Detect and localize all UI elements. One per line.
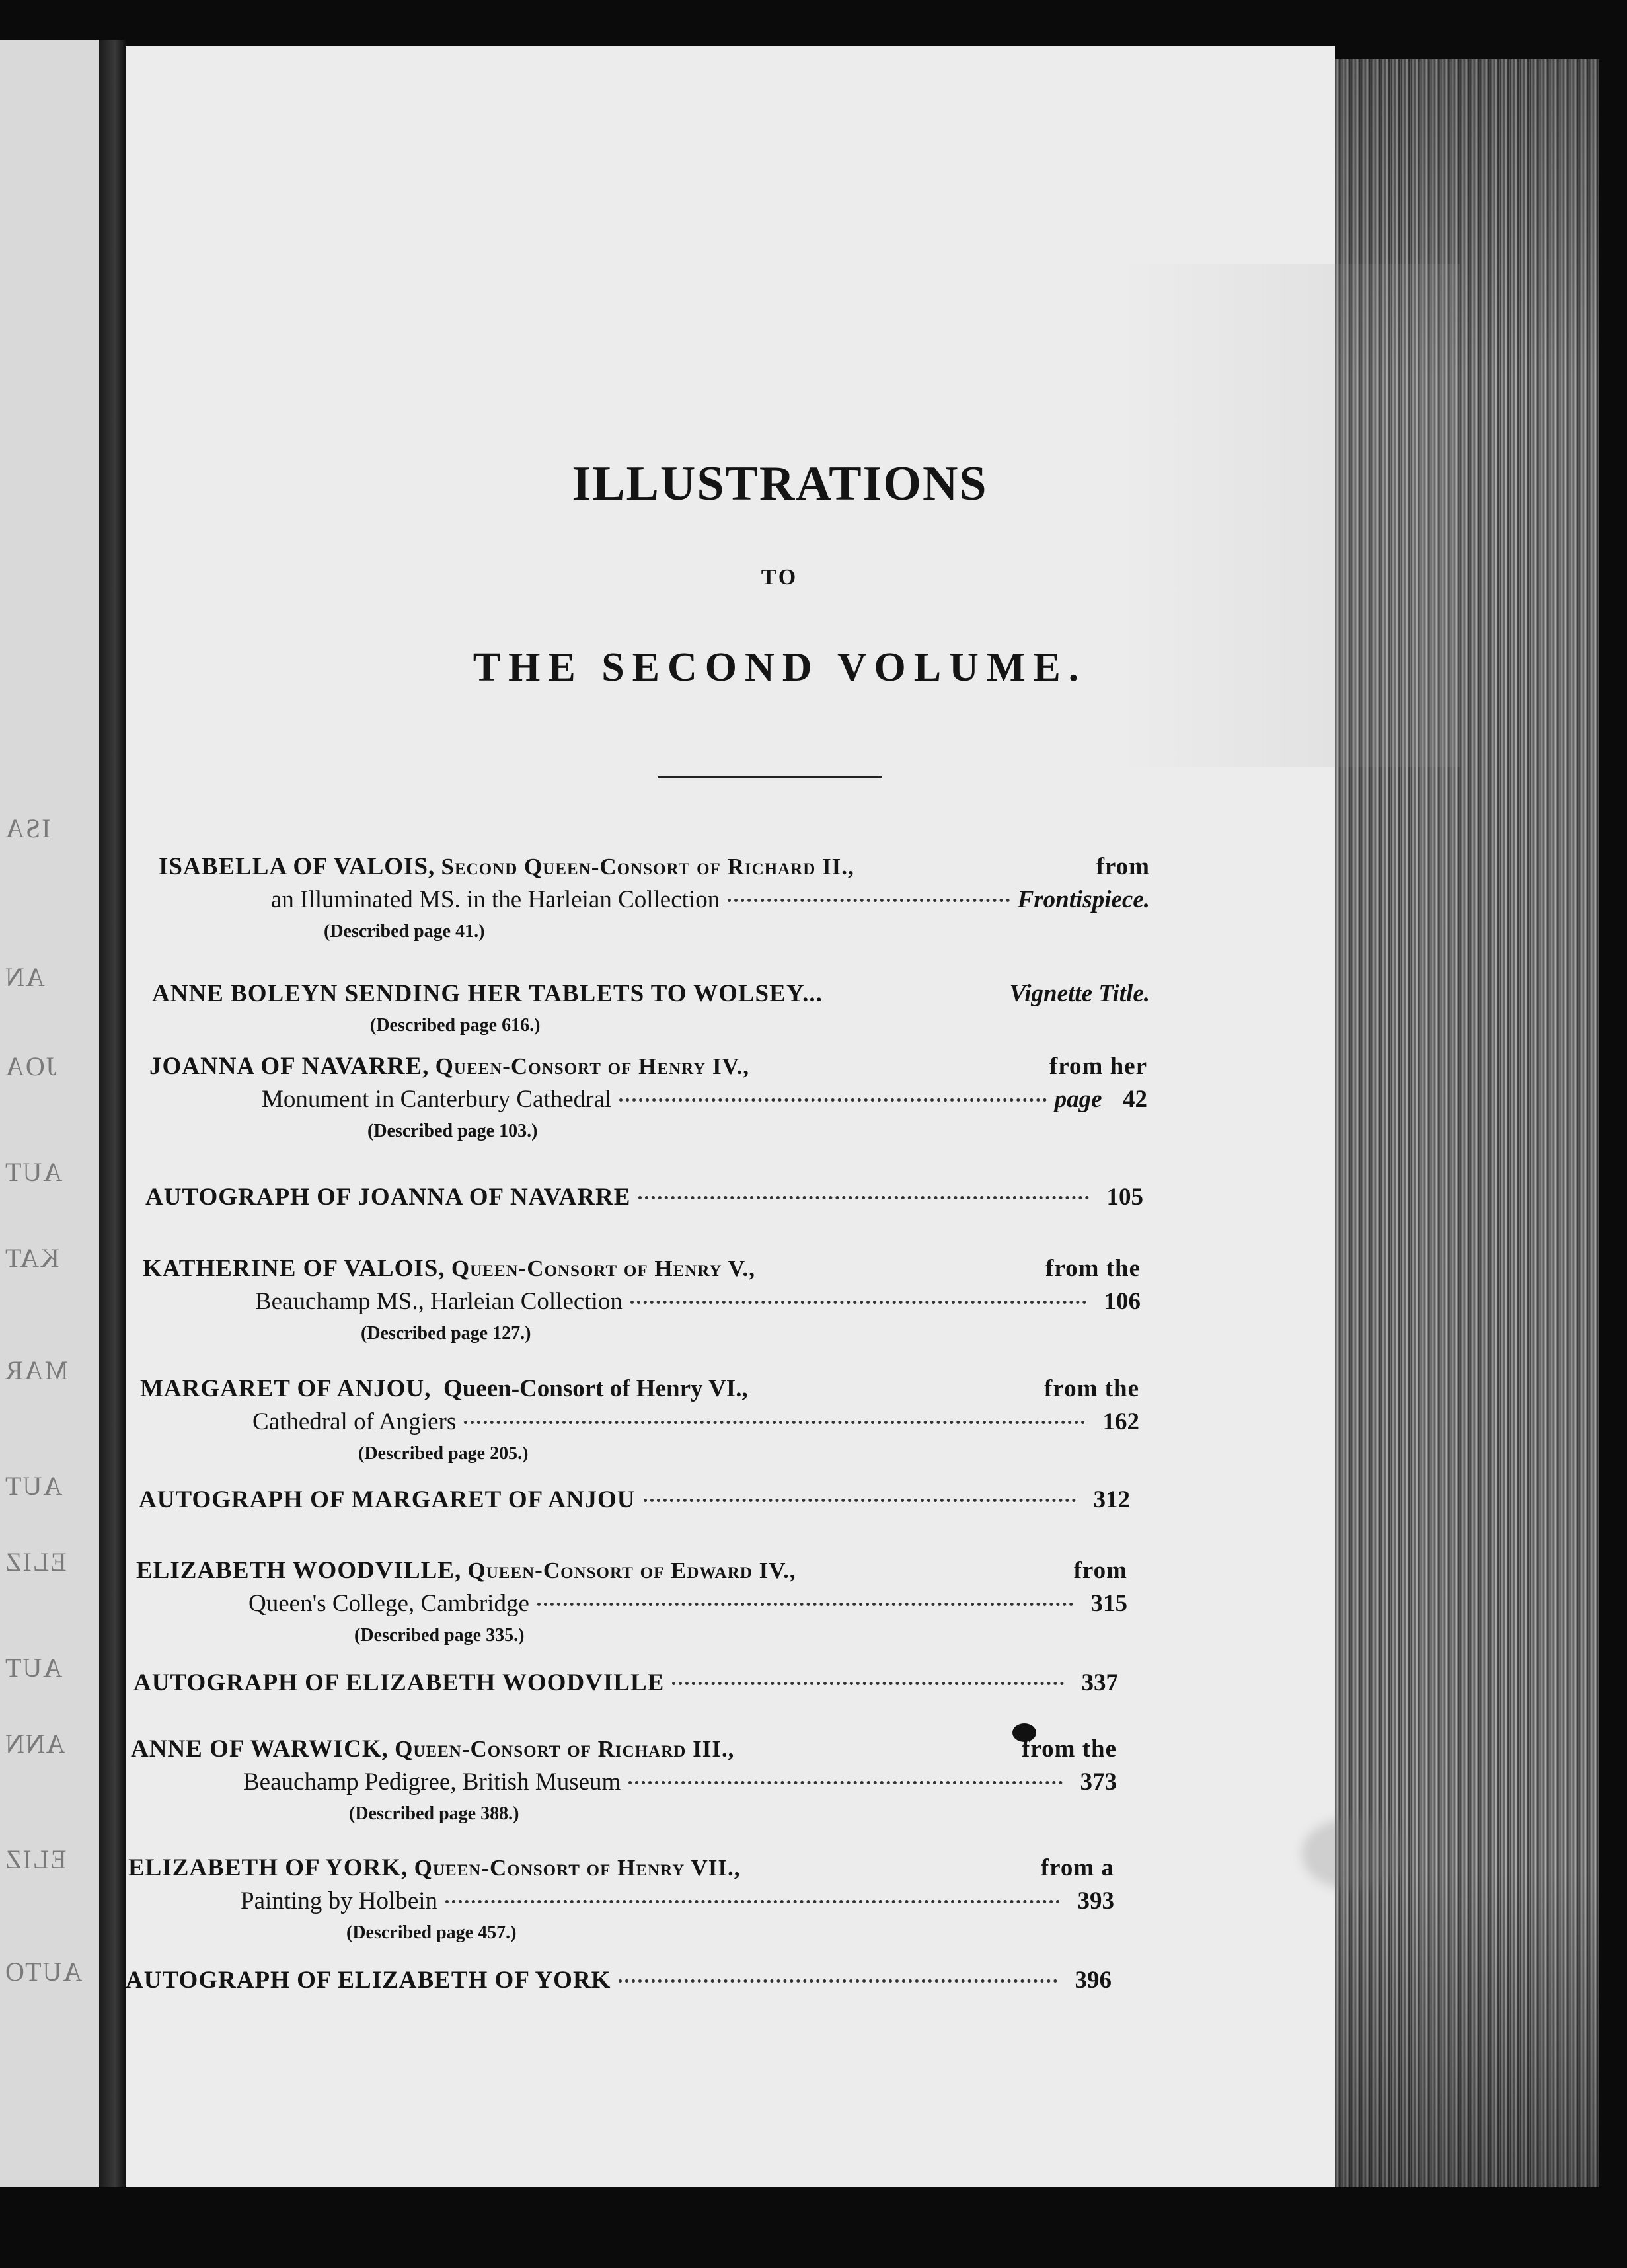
dot-leader: [728, 899, 1009, 902]
list-item: [149, 1052, 1147, 1145]
book-gutter: [99, 40, 126, 2187]
facing-page-fragment: ELIZ: [4, 1844, 67, 1874]
facing-page-fragment: ELIZ: [4, 1547, 67, 1577]
entry-name: AUTOGRAPH OF MARGARET OF ANJOU: [139, 1486, 636, 1513]
show-through: [1117, 264, 1460, 767]
facing-page-fragment: MAR: [4, 1355, 69, 1385]
entry-source: Queen's College, Cambridge: [248, 1590, 529, 1617]
list-item: [133, 1669, 1118, 1702]
entry-name: ELIZABETH OF YORK,: [128, 1854, 408, 1881]
entry-source: an Illuminated MS. in the Harleian Collection: [271, 886, 720, 913]
entry-name: ISABELLA OF VALOIS,: [159, 853, 435, 880]
entry-tail: from: [1096, 853, 1150, 880]
entry-page: 396: [1075, 1967, 1112, 1994]
page-title: ILLUSTRATIONS: [572, 457, 988, 511]
list-item: [136, 1556, 1127, 1649]
entry-description: Queen-Consort of Henry VII.,: [414, 1855, 741, 1881]
dot-leader: [619, 1098, 1046, 1102]
dot-leader: [628, 1781, 1063, 1784]
entry-note: (Described page 103.): [367, 1121, 538, 1141]
entry-source: Cathedral of Angiers: [252, 1408, 457, 1435]
entry-name: ELIZABETH WOODVILLE,: [136, 1557, 462, 1584]
facing-page-fragment: AUT: [4, 1653, 63, 1682]
entry-source: Beauchamp Pedigree, British Museum: [243, 1768, 621, 1796]
list-item: [126, 1966, 1112, 1999]
entry-note: (Described page 127.): [361, 1323, 531, 1343]
entry-page: 393: [1077, 1887, 1114, 1914]
title-rule: [658, 776, 882, 778]
facing-page-fragment: AUT: [4, 1471, 63, 1501]
entry-page: Frontispiece.: [1017, 886, 1150, 913]
entry-name: KATHERINE OF VALOIS,: [143, 1255, 445, 1282]
dot-leader: [638, 1196, 1089, 1199]
entry-description: Queen-Consort of Henry V.,: [451, 1256, 755, 1281]
facing-page-fragment: KAT: [4, 1243, 59, 1273]
list-item: [143, 1254, 1141, 1347]
facing-page: [0, 40, 99, 2187]
facing-page-fragment: ANN: [4, 1729, 65, 1758]
entry-description: Second Queen-Consort of Richard II.,: [441, 854, 854, 880]
page-subtitle: THE SECOND VOLUME.: [473, 645, 1087, 690]
entry-name: AUTOGRAPH OF ELIZABETH WOODVILLE: [133, 1669, 665, 1696]
list-item: [140, 1375, 1139, 1467]
entry-description: Queen-Consort of Richard III.,: [395, 1736, 735, 1762]
dot-leader: [644, 1499, 1076, 1502]
entry-note: (Described page 41.): [324, 921, 485, 942]
list-item: [139, 1486, 1130, 1519]
entry-page: 312: [1093, 1486, 1130, 1513]
entry-name: AUTOGRAPH OF ELIZABETH OF YORK: [126, 1967, 611, 1994]
list-item: [128, 1854, 1114, 1946]
entry-name: ANNE OF WARWICK,: [131, 1735, 389, 1762]
facing-page-fragment: AUT: [4, 1157, 63, 1187]
entry-page: 315: [1090, 1590, 1127, 1617]
entry-tail: from her: [1049, 1053, 1147, 1080]
entry-page: 162: [1102, 1408, 1139, 1435]
facing-page-fragment: JOA: [4, 1051, 57, 1081]
entry-tail: from the: [1022, 1735, 1117, 1762]
entry-page: 42: [1123, 1086, 1147, 1113]
facing-page-fragment: AUTO: [4, 1957, 83, 1986]
entry-note: (Described page 616.): [370, 1015, 541, 1036]
entry-note: (Described page 335.): [354, 1625, 525, 1645]
entry-source: Monument in Canterbury Cathedral: [262, 1086, 612, 1113]
entry-description: Queen-Consort of Henry IV.,: [435, 1053, 749, 1079]
entry-name: JOANNA OF NAVARRE,: [149, 1053, 430, 1080]
dot-leader: [464, 1421, 1085, 1424]
entry-name: AUTOGRAPH OF JOANNA OF NAVARRE: [145, 1184, 631, 1211]
entry-note: (Described page 457.): [346, 1922, 517, 1943]
dot-leader: [619, 1979, 1057, 1983]
entry-tail: from: [1073, 1557, 1127, 1584]
entry-page: 106: [1104, 1288, 1141, 1315]
entry-name: MARGARET OF ANJOU,: [140, 1375, 432, 1402]
entry-page: 337: [1081, 1669, 1118, 1696]
entry-tail: from the: [1044, 1375, 1139, 1402]
entry-page-prefix: page: [1054, 1086, 1102, 1113]
list-item: [159, 852, 1150, 945]
entry-note: (Described page 388.): [349, 1803, 519, 1824]
book-page: [126, 46, 1335, 2187]
entry-source: Painting by Holbein: [241, 1887, 438, 1914]
entry-source: Beauchamp MS., Harleian Collection: [255, 1288, 623, 1315]
paper-stain: [1302, 1817, 1408, 1890]
facing-page-fragment: ISA: [4, 813, 51, 843]
dot-leader: [672, 1682, 1064, 1685]
list-item: [152, 979, 1150, 1039]
entry-tail: from a: [1040, 1854, 1114, 1881]
facing-page-fragment: AN: [4, 962, 45, 992]
entry-tail: from the: [1045, 1255, 1141, 1282]
dot-leader: [537, 1603, 1073, 1606]
title-connector: TO: [761, 565, 799, 589]
entry-note: (Described page 205.): [358, 1443, 529, 1464]
entry-page: 373: [1080, 1768, 1117, 1796]
list-item: [145, 1183, 1143, 1216]
entry-page: Vignette Title.: [1009, 980, 1150, 1007]
list-item: [131, 1735, 1117, 1827]
dot-leader: [630, 1301, 1086, 1304]
entry-description: Queen-Consort of Henry VI.,: [443, 1375, 748, 1402]
entry-page: 105: [1106, 1184, 1143, 1211]
dot-leader: [445, 1900, 1060, 1903]
entry-name: ANNE BOLEYN SENDING HER TABLETS TO WOLSEY...: [152, 980, 823, 1007]
entry-description: Queen-Consort of Edward IV.,: [467, 1558, 796, 1583]
